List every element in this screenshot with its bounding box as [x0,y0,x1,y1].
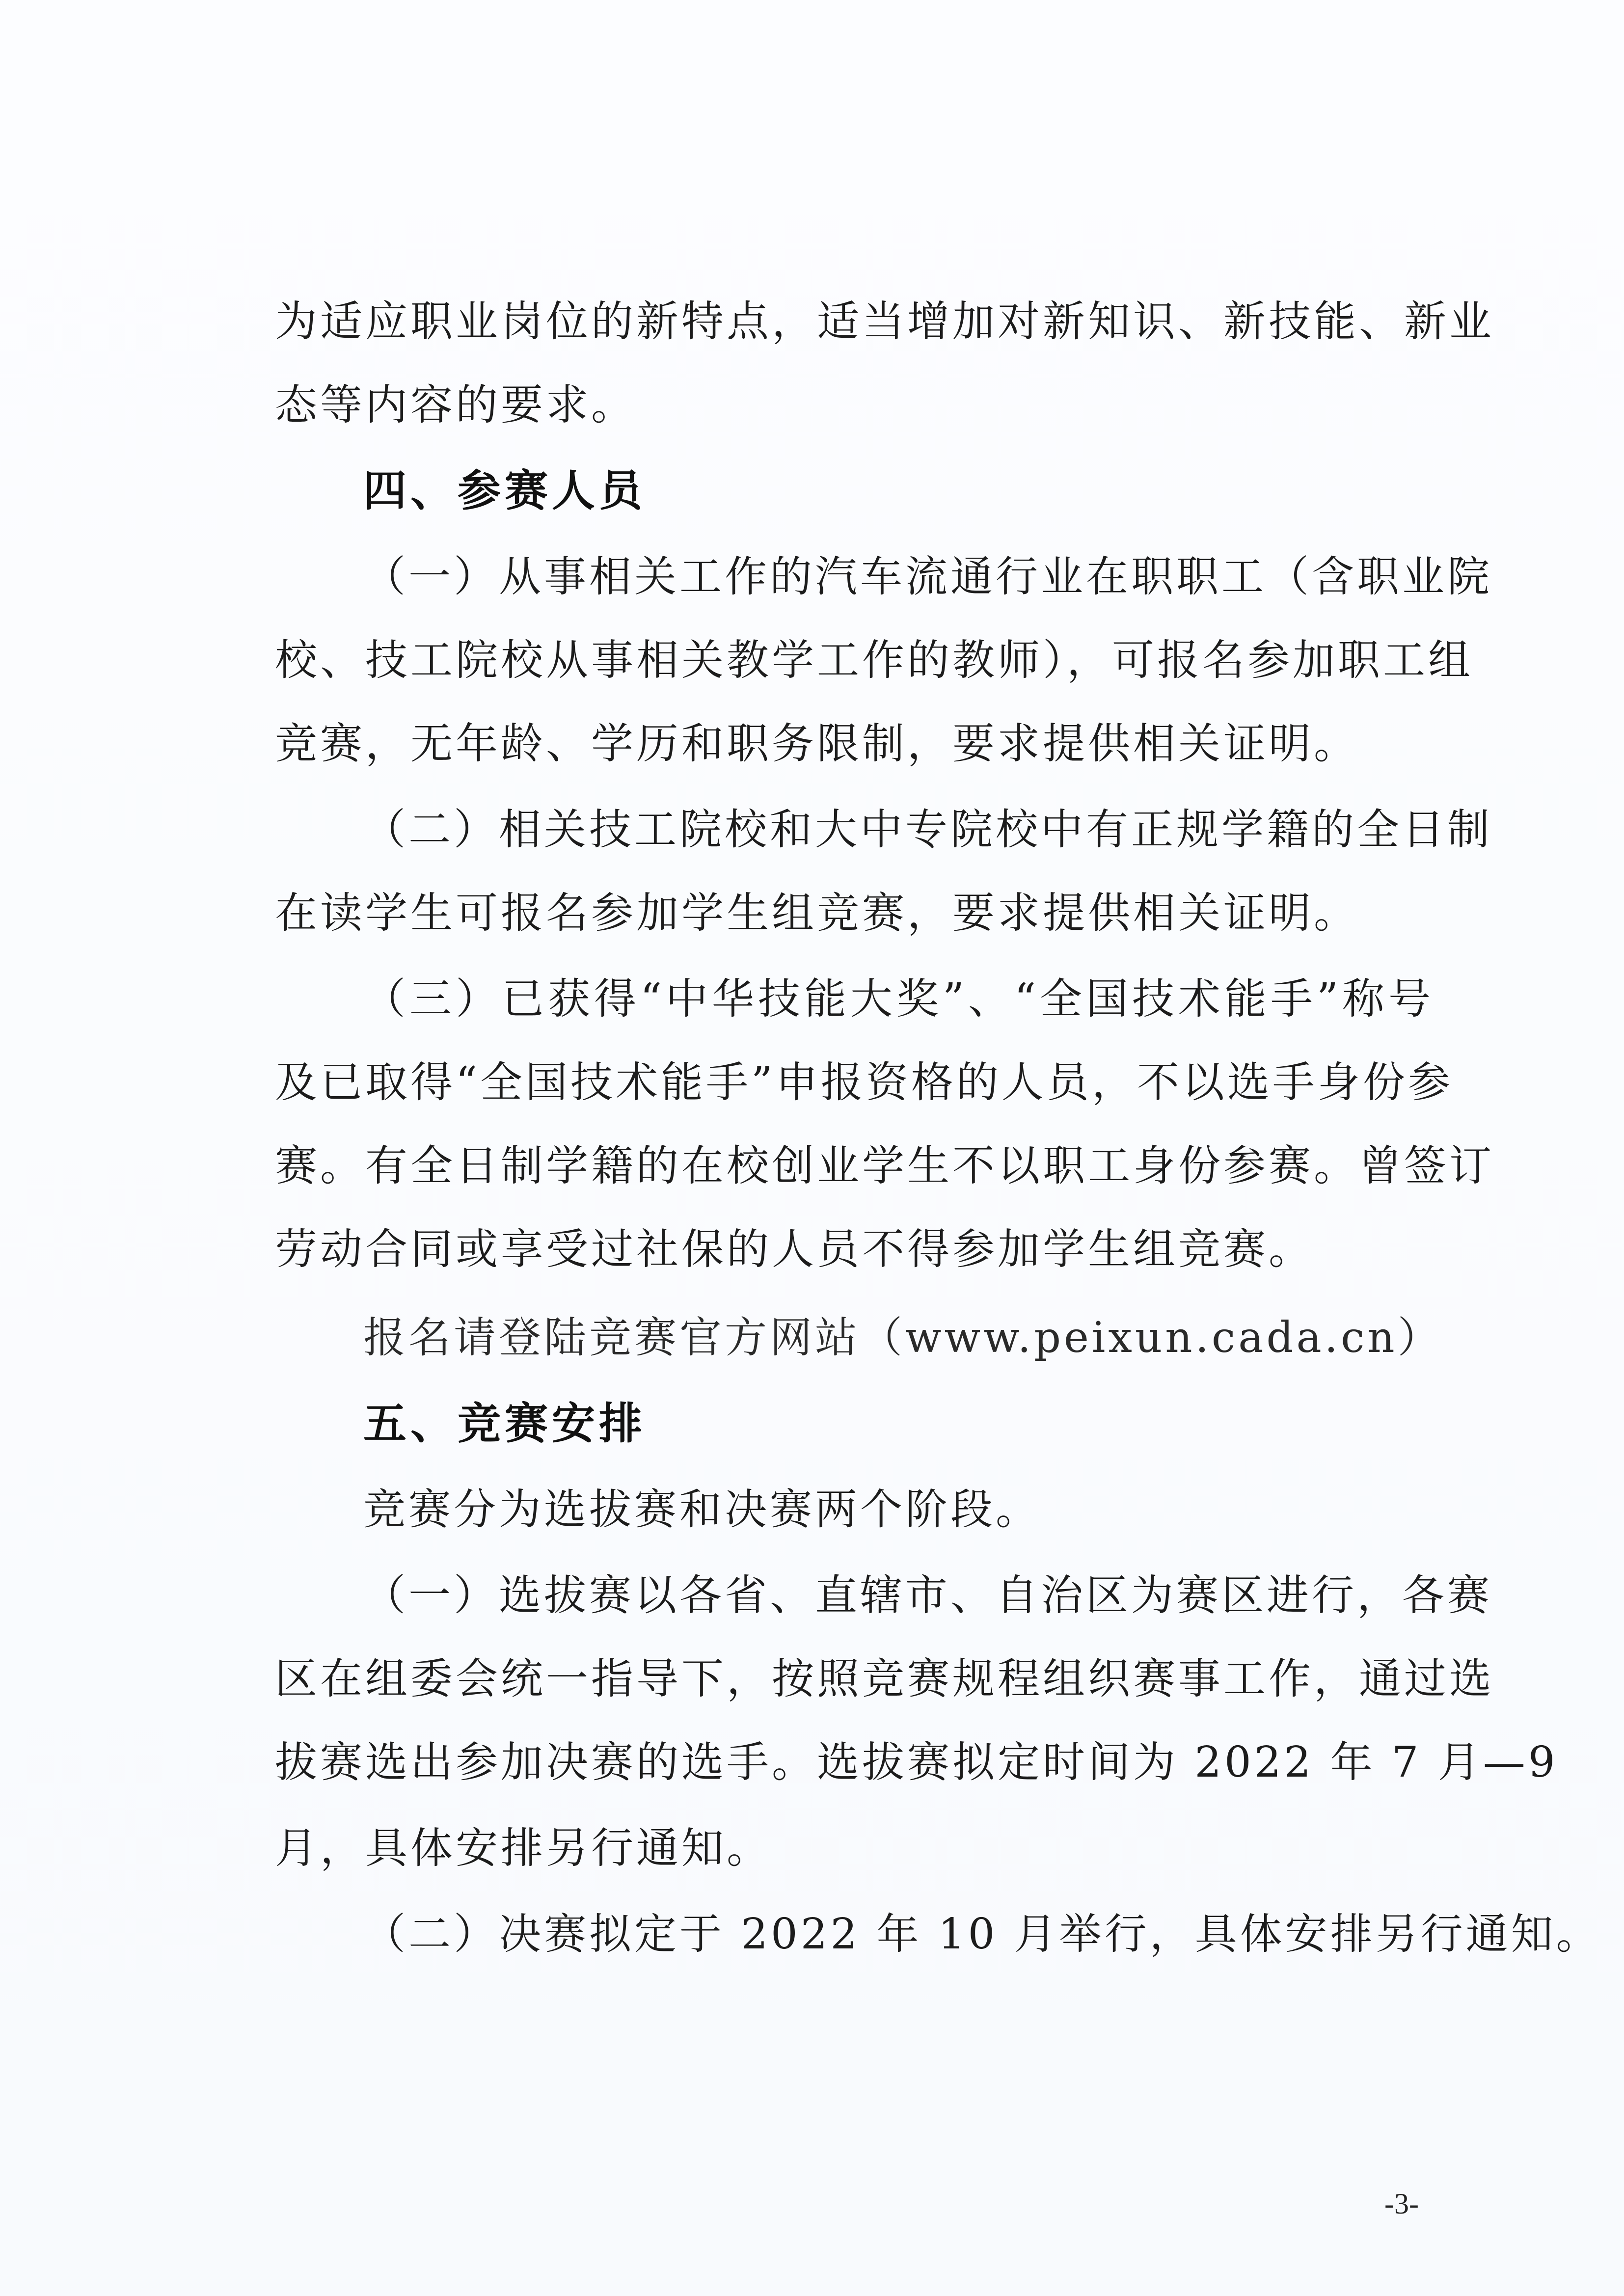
participants-item-2-line-1: （二）相关技工院校和大中专院校中有正规学籍的全日制 [363,805,1492,854]
intro-paragraph-line-2: 态等内容的要求。 [275,380,636,430]
participants-item-1-line-1: （一）从事相关工作的汽车流通行业在职职工（含职业院 [363,552,1492,601]
schedule-item-2-line-1: （二）决赛拟定于 2022 年 10 月举行，具体安排另行通知。 [363,1910,1601,1959]
intro-paragraph-line-1: 为适应职业岗位的新特点，适当增加对新知识、新技能、新业 [275,297,1494,346]
participants-item-1-line-2: 校、技工院校从事相关教学工作的教师），可报名参加职工组 [275,636,1473,685]
registration-website-text: 报名请登陆竞赛官方网站（www.peixun.cada.cn） [363,1313,1443,1362]
page-number: -3- [1384,2188,1419,2220]
schedule-item-1-line-4: 月，具体安排另行通知。 [275,1824,772,1873]
participants-item-3-line-2: 及已取得“全国技术能手”申报资格的人员，不以选手身份参 [275,1058,1453,1107]
schedule-item-1-line-2: 区在组委会统一指导下，按照竞赛规程组织赛事工作，通过选 [275,1654,1494,1703]
section-heading-participants: 四、参赛人员 [363,465,647,516]
participants-item-3-line-3: 赛。有全日制学籍的在校创业学生不以职工身份参赛。曾签订 [275,1141,1494,1190]
schedule-item-1-line-1: （一）选拔赛以各省、直辖市、自治区为赛区进行，各赛 [363,1571,1492,1620]
participants-item-3-line-1: （三）已获得“中华技能大奖”、“全国技术能手”称号 [363,974,1434,1024]
participants-item-3-line-4: 劳动合同或享受过社保的人员不得参加学生组竞赛。 [275,1225,1314,1274]
schedule-intro-line: 竞赛分为选拔赛和决赛两个阶段。 [363,1485,1041,1534]
section-heading-competition-schedule: 五、竞赛安排 [363,1398,647,1449]
participants-item-1-line-3: 竞赛，无年龄、学历和职务限制，要求提供相关证明。 [275,719,1359,768]
participants-item-2-line-2: 在读学生可报名参加学生组竞赛，要求提供相关证明。 [275,889,1359,938]
schedule-item-1-line-3: 拔赛选出参加决赛的选手。选拔赛拟定时间为 2022 年 7 月—9 [275,1738,1558,1787]
